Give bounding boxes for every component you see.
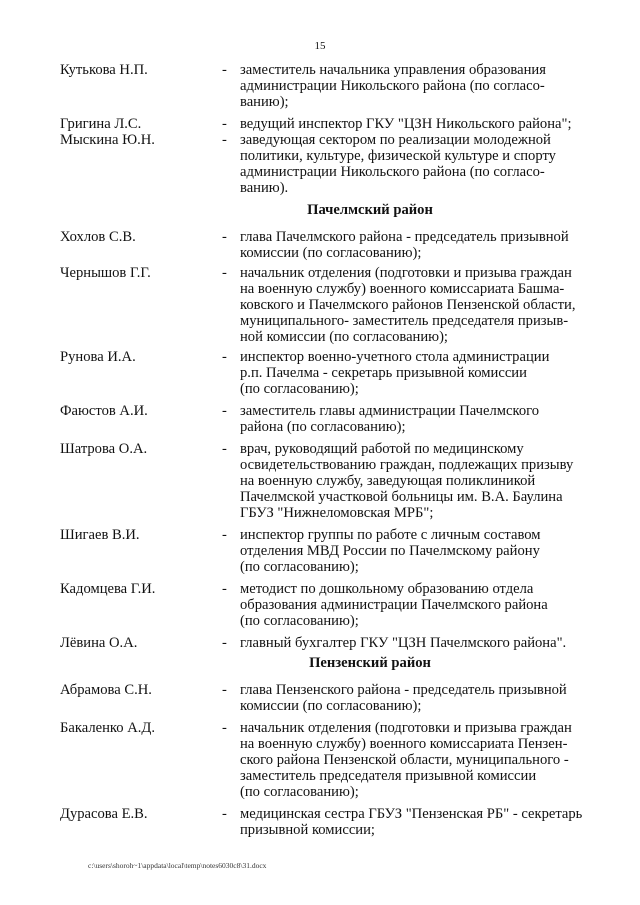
member-role <box>240 682 585 714</box>
dash-separator: - <box>222 62 227 78</box>
role-line: освидетельствованию граждан, подлежащих призыву <box>240 457 574 473</box>
list-item <box>0 403 640 435</box>
list-item <box>0 527 640 575</box>
role-line: инспектор группы по работе с личным составом <box>240 527 541 543</box>
role-line: на военную службу) военного комиссариата Пензен- <box>240 736 568 752</box>
member-role <box>240 265 585 345</box>
role-line: ванию); <box>240 94 289 110</box>
dash-separator: - <box>222 229 227 245</box>
role-line: администрации Никольского района (по согласо- <box>240 78 545 94</box>
role-line: (по согласованию); <box>240 784 359 800</box>
member-role <box>240 806 585 838</box>
member-name: Лёвина О.А. <box>60 635 138 651</box>
member-role <box>240 229 585 261</box>
dash-separator: - <box>222 349 227 365</box>
role-line: (по согласованию); <box>240 381 359 397</box>
list-item <box>0 229 640 261</box>
role-line: главный бухгалтер ГКУ "ЦЗН Пачелмского района". <box>240 635 567 651</box>
role-line: заместитель начальника управления образования <box>240 62 546 78</box>
role-line: комиссии (по согласованию); <box>240 245 422 261</box>
page-number: 15 <box>314 40 326 52</box>
role-line: начальник отделения (подготовки и призыва граждан <box>240 265 572 281</box>
list-item <box>0 806 640 838</box>
member-role <box>240 349 585 397</box>
list-item <box>0 132 640 196</box>
role-line: муниципального- заместитель председателя призыв- <box>240 313 569 329</box>
dash-separator: - <box>222 527 227 543</box>
role-line: ГБУЗ "Нижнеломовская МРБ"; <box>240 505 434 521</box>
role-line: на военную службу) военного комиссариата Башма- <box>240 281 565 297</box>
member-name: Бакаленко А.Д. <box>60 720 155 736</box>
member-name: Григина Л.С. <box>60 116 142 132</box>
list-item <box>0 635 640 651</box>
role-line: инспектор военно-учетного стола администрации <box>240 349 550 365</box>
member-name: Мыскина Ю.Н. <box>60 132 155 148</box>
role-line: на военную службу, заведующая поликлиникой <box>240 473 536 489</box>
list-item <box>0 265 640 345</box>
role-line: глава Пачелмского района - председатель призывной <box>240 229 569 245</box>
member-name: Дурасова Е.В. <box>60 806 148 822</box>
commission-member-list <box>0 62 640 838</box>
member-role <box>240 116 585 132</box>
role-line: комиссии (по согласованию); <box>240 698 422 714</box>
member-role <box>240 441 585 521</box>
role-line: ведущий инспектор ГКУ "ЦЗН Никольского района"; <box>240 116 572 132</box>
role-line: заместитель председателя призывной комиссии <box>240 768 537 784</box>
dash-separator: - <box>222 132 227 148</box>
member-name: Шигаев В.И. <box>60 527 140 543</box>
role-line: заведующая сектором по реализации молодежной <box>240 132 551 148</box>
dash-separator: - <box>222 441 227 457</box>
list-item <box>0 441 640 521</box>
role-line: ковского и Пачелмского районов Пензенской области, <box>240 297 576 313</box>
role-line: ной комиссии (по согласованию); <box>240 329 448 345</box>
member-role <box>240 581 585 629</box>
file-path-footer: c:\users\shoroh~1\appdata\local\temp\notes6030c8\31.docx <box>88 861 267 870</box>
member-name: Абрамова С.Н. <box>60 682 152 698</box>
role-line: ванию). <box>240 180 289 196</box>
role-line: начальник отделения (подготовки и призыва граждан <box>240 720 572 736</box>
member-role <box>240 132 585 196</box>
role-line: администрации Никольского района (по согласо- <box>240 164 545 180</box>
dash-separator: - <box>222 403 227 419</box>
role-line: Пачелмской участковой больницы им. В.А. Баулина <box>240 489 563 505</box>
role-line: глава Пензенского района - председатель призывной <box>240 682 567 698</box>
dash-separator: - <box>222 116 227 132</box>
member-role <box>240 720 585 800</box>
section-title: Пачелмский район <box>307 202 433 218</box>
dash-separator: - <box>222 682 227 698</box>
role-line: (по согласованию); <box>240 613 359 629</box>
member-role <box>240 62 585 110</box>
role-line: заместитель главы администрации Пачелмского <box>240 403 540 419</box>
member-name: Рунова И.А. <box>60 349 136 365</box>
member-name: Фаюстов А.И. <box>60 403 148 419</box>
list-item <box>0 682 640 714</box>
role-line: ского района Пензенской области, муниципального - <box>240 752 569 768</box>
list-item <box>0 116 640 132</box>
list-item <box>0 349 640 397</box>
member-role <box>240 527 585 575</box>
member-name: Шатрова О.А. <box>60 441 148 457</box>
member-role <box>240 403 585 435</box>
member-name: Хохлов С.В. <box>60 229 136 245</box>
role-line: медицинская сестра ГБУЗ "Пензенская РБ" - секретарь <box>240 806 583 822</box>
list-item <box>0 62 640 110</box>
role-line: (по согласованию); <box>240 559 359 575</box>
role-line: призывной комиссии; <box>240 822 375 838</box>
member-name: Кадомцева Г.И. <box>60 581 156 597</box>
dash-separator: - <box>222 720 227 736</box>
list-item <box>0 581 640 629</box>
section-title: Пензенский район <box>309 655 431 671</box>
list-item <box>0 720 640 800</box>
role-line: р.п. Пачелма - секретарь призывной комиссии <box>240 365 527 381</box>
role-line: образования администрации Пачелмского района <box>240 597 548 613</box>
member-name: Чернышов Г.Г. <box>60 265 151 281</box>
member-name: Кутькова Н.П. <box>60 62 148 78</box>
dash-separator: - <box>222 806 227 822</box>
role-line: отделения МВД России по Пачелмскому району <box>240 543 540 559</box>
dash-separator: - <box>222 635 227 651</box>
member-role <box>240 635 585 651</box>
dash-separator: - <box>222 581 227 597</box>
role-line: политики, культуре, физической культуре и спорту <box>240 148 556 164</box>
role-line: района (по согласованию); <box>240 419 406 435</box>
role-line: методист по дошкольному образованию отдела <box>240 581 534 597</box>
role-line: врач, руководящий работой по медицинскому <box>240 441 524 457</box>
dash-separator: - <box>222 265 227 281</box>
